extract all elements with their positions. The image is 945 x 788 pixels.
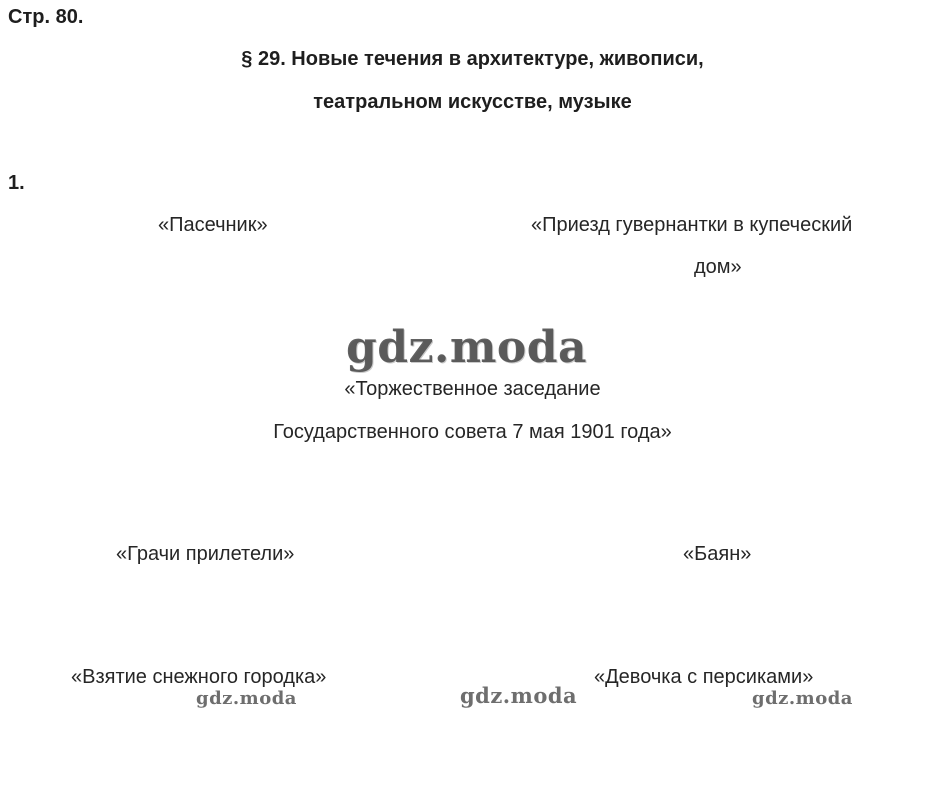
title-session-line-2: Государственного совета 7 мая 1901 года» [273, 421, 672, 443]
title-governess-line-1: «Приезд гувернантки в купеческий [531, 214, 853, 236]
title-rooks: «Грачи прилетели» [116, 543, 295, 565]
page-label: Стр. 80. [8, 6, 84, 28]
title-snow-town: «Взятие снежного городка» [71, 666, 327, 688]
section-heading-line-2: театральном искусстве, музыке [313, 91, 632, 113]
section-heading-line-1: § 29. Новые течения в архитектуре, живописи, [241, 48, 704, 70]
watermark-center: gdz.moda [346, 322, 588, 373]
watermark-bottom-right: gdz.moda [752, 688, 853, 709]
title-governess-line-2: дом» [694, 256, 742, 278]
title-paseshnik: «Пасечник» [158, 214, 268, 236]
watermark-bottom-middle: gdz.moda [460, 683, 578, 708]
task-number: 1. [8, 172, 25, 194]
title-session-line-1: «Торжественное заседание [344, 378, 601, 400]
title-peaches: «Девочка с персиками» [594, 666, 814, 688]
watermark-bottom-left: gdz.moda [196, 688, 297, 709]
title-bayan: «Баян» [683, 543, 752, 565]
